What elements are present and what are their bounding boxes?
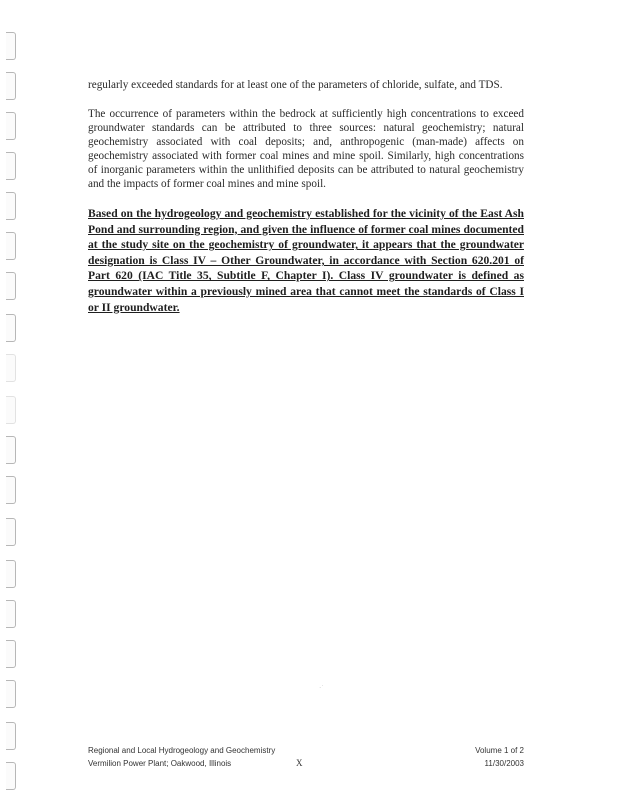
body-paragraph-1: regularly exceeded standards for at least one of the parameters of chloride, sulfate, and TDS. xyxy=(88,79,503,91)
footer-left xyxy=(88,744,275,770)
conclusion-paragraph: Based on the hydrogeology and geochemistry established for the vicinity of the East Ash Pond and surrounding region, and given the influence of former coal mines documented at the study site on the geochemistry of groundwater, it appears that the groundwater designation is Class IV – Other Groundwater, in accordance with Section 620.201 of Part 620 (IAC Title 35, Subtitle F, Chapter I). Class IV groundwater is defined as groundwater within a previously mined area that cannot meet the standards of Class I or II groundwater. xyxy=(88,207,524,314)
footer-right xyxy=(468,744,524,770)
binder-hole xyxy=(6,314,16,342)
binder-hole xyxy=(6,680,16,708)
binder-hole xyxy=(6,152,16,180)
page-number: X xyxy=(296,758,303,768)
binder-hole xyxy=(6,32,16,60)
binder-hole xyxy=(6,640,16,668)
binder-hole xyxy=(6,436,16,464)
footer-date: 11/30/2003 xyxy=(484,759,524,768)
binder-hole xyxy=(6,518,16,546)
binder-hole xyxy=(6,192,16,220)
binder-hole xyxy=(6,722,16,750)
binder-hole xyxy=(6,396,16,424)
footer-plant-location: Vermilion Power Plant; Oakwood, Illinois xyxy=(88,759,232,768)
binder-hole xyxy=(6,476,16,504)
binder-hole xyxy=(6,560,16,588)
binder-hole xyxy=(6,112,16,140)
body-paragraph-2: The occurrence of parameters within the bedrock at sufficiently high concentrations to exceed groundwater standards can be attributed to three sources: natural geochemistry; natural geochemistry associated with coal deposits; and, anthropogenic (man-made) affects on geochemistry associated with former coal mines and mine spoil. Similarly, high concentrations of inorganic parameters within the unlithified deposits can be attributed to natural geochemistry and the impacts of former coal mines and mine spoil. xyxy=(88,108,524,190)
binder-holes xyxy=(0,0,24,800)
binder-hole xyxy=(6,354,16,382)
binder-hole xyxy=(6,232,16,260)
page-body xyxy=(88,78,524,315)
footer-report-title: Regional and Local Hydrogeology and Geochemistry xyxy=(88,746,276,755)
binder-hole xyxy=(6,72,16,100)
binder-hole xyxy=(6,272,16,300)
scan-speck: ·˙ xyxy=(319,684,324,692)
footer-volume: Volume 1 of 2 xyxy=(475,746,524,755)
binder-hole xyxy=(6,600,16,628)
binder-hole xyxy=(6,762,16,790)
